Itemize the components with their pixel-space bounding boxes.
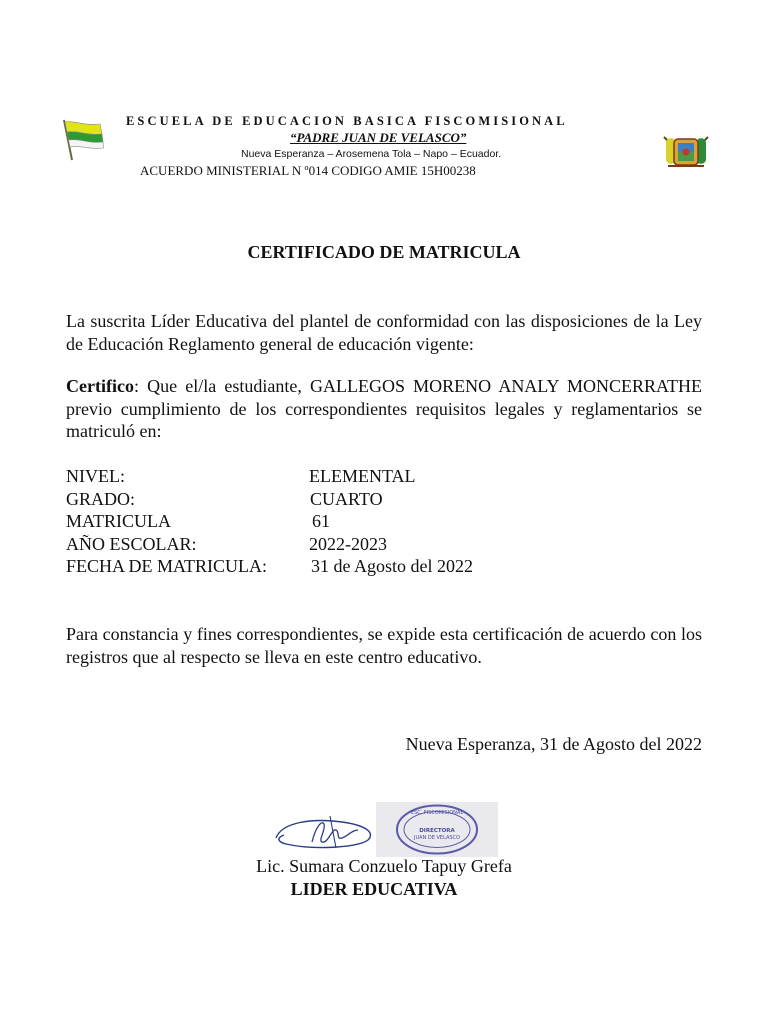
document-title: CERTIFICADO DE MATRICULA [247, 242, 521, 262]
enrollment-info [66, 465, 702, 578]
info-label: FECHA DE MATRICULA: [66, 556, 268, 576]
info-label: MATRICULA [66, 511, 172, 531]
info-label: AÑO ESCOLAR: [66, 533, 197, 554]
info-row-grado [66, 488, 702, 511]
place-date: Nueva Esperanza, 31 de Agosto del 2022 [405, 734, 702, 754]
signature-icon [272, 808, 378, 856]
info-row-matricula [66, 510, 702, 533]
signer-name: Lic. Sumara Conzuelo Tapuy Grefa [256, 856, 512, 876]
info-value: 61 [312, 511, 330, 531]
school-subname: “PADRE JUAN DE VELASCO” [290, 130, 467, 145]
intro-paragraph: La suscrita Líder Educativa del plantel de conformidad con las disposiciones de la Ley de Educación Reglamento general de educación vigente: [66, 311, 702, 354]
stamp-text-bottom: JUAN DE VELASCO [414, 835, 460, 841]
info-label: GRADO: [66, 488, 136, 509]
info-row-nivel [66, 465, 702, 488]
info-value: 31 de Agosto del 2022 [311, 556, 473, 576]
info-label: NIVEL: [66, 466, 125, 486]
info-value: ELEMENTAL [309, 466, 416, 486]
acuerdo-ministerial: ACUERDO MINISTERIAL N º014 CODIGO AMIE 15H00238 [140, 163, 476, 178]
certifico-label: Certifico [66, 376, 134, 396]
flag-icon [56, 116, 104, 162]
stamp-text-mid: DIRECTORA [419, 828, 455, 834]
info-row-fecha-matricula [66, 555, 702, 578]
certifico-paragraph [66, 375, 702, 443]
certifico-text: : Que el/la estudiante, GALLEGOS MORENO ANALY MONCERRATHE previo cumplimiento de los correspondientes requisitos legales y reglamentarios se matriculó en: [66, 376, 702, 441]
info-row-ano-escolar [66, 533, 702, 556]
stamp-text-top: ESC. FISCOMISIONAL [410, 810, 464, 816]
stamp-seal [376, 802, 498, 857]
info-value: 2022-2023 [309, 533, 387, 554]
coat-of-arms-icon [660, 133, 712, 171]
school-name: ESCUELA DE EDUCACION BASICA FISCOMISIONAL [126, 114, 568, 128]
info-value: CUARTO [310, 488, 383, 509]
signer-role: LIDER EDUCATIVA [290, 879, 458, 899]
school-address: Nueva Esperanza – Arosemena Tola – Napo – Ecuador. [241, 148, 502, 160]
closing-paragraph: Para constancia y fines correspondientes, se expide esta certificación de acuerdo con los registros que al respecto se lleva en este centro educativo. [66, 624, 702, 667]
